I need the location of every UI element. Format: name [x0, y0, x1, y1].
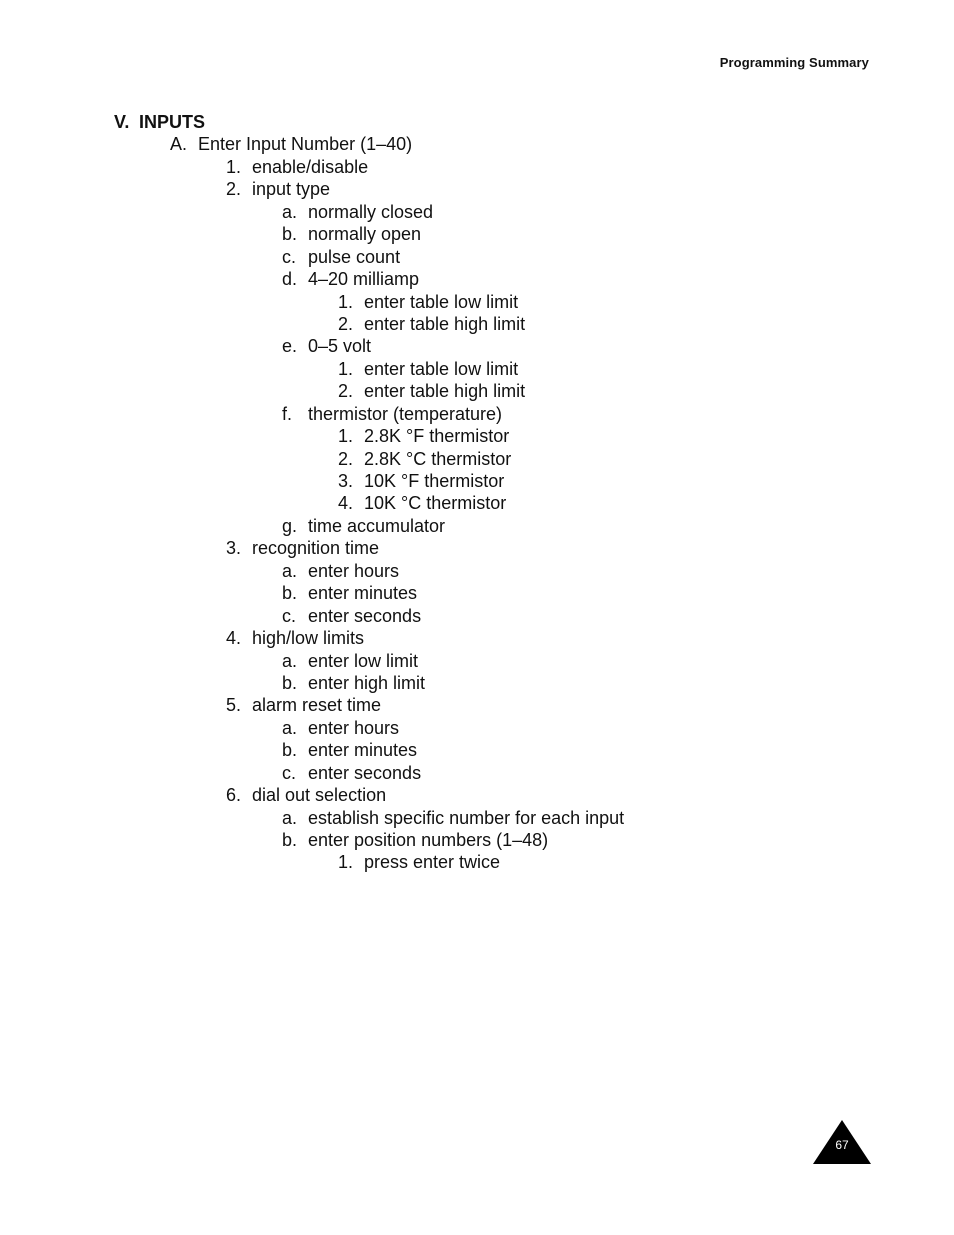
outline-item	[0, 762, 954, 784]
outline-marker: c.	[282, 246, 297, 267]
outline-text: 0–5 volt	[308, 336, 372, 357]
outline-item	[0, 223, 954, 245]
outline-text: enter table low limit	[364, 358, 519, 379]
outline-marker: 2.	[338, 381, 354, 402]
outline-marker: a.	[282, 201, 298, 222]
outline-text: normally open	[308, 224, 422, 245]
outline-item	[0, 380, 954, 402]
outline-marker: 1.	[338, 358, 354, 379]
outline-text: time accumulator	[308, 515, 446, 536]
outline-text: enter table low limit	[364, 291, 519, 312]
outline-item	[0, 537, 954, 559]
outline-item	[0, 291, 954, 313]
outline-item	[0, 627, 954, 649]
outline-text: dial out selection	[252, 785, 387, 806]
outline-text: enter minutes	[308, 583, 418, 604]
outline-marker: c.	[282, 762, 297, 783]
outline-item	[0, 201, 954, 223]
outline-item	[0, 111, 954, 133]
running-header: Programming Summary	[719, 55, 869, 70]
outline-text: enter hours	[308, 717, 400, 738]
outline-marker: b.	[282, 830, 298, 850]
outline-marker: 3.	[338, 471, 354, 491]
outline-marker: c.	[282, 605, 297, 626]
outline-marker: g.	[282, 515, 298, 536]
outline-item	[0, 246, 954, 268]
outline-item	[0, 133, 954, 155]
outline-text: enable/disable	[252, 156, 369, 177]
outline-item	[0, 807, 954, 829]
outline-text: thermistor (temperature)	[308, 403, 503, 424]
outline-item	[0, 560, 954, 582]
outline-item	[0, 739, 954, 761]
page-number: 67	[835, 1138, 849, 1152]
outline-marker: A.	[170, 134, 188, 155]
outline-marker: a.	[282, 560, 298, 581]
outline-marker: 6.	[226, 785, 242, 806]
outline-item	[0, 515, 954, 537]
outline-text: enter high limit	[308, 672, 426, 693]
outline-marker: a.	[282, 717, 298, 738]
outline-text: normally closed	[308, 201, 434, 222]
outline-item	[0, 178, 954, 200]
outline-marker: 1.	[338, 291, 354, 312]
outline-marker: 1.	[338, 426, 354, 447]
outline-item	[0, 717, 954, 739]
outline-text: enter low limit	[308, 650, 419, 671]
outline-item	[0, 403, 954, 425]
outline-item	[0, 672, 954, 694]
outline-text: establish specific number for each input	[308, 807, 625, 828]
page-number-badge	[813, 1120, 871, 1164]
outline-marker: 2.	[338, 313, 354, 334]
outline-marker: b.	[282, 583, 298, 604]
outline-list	[0, 111, 954, 874]
outline-item	[0, 156, 954, 178]
outline-text: INPUTS	[139, 112, 206, 132]
outline-item	[0, 358, 954, 380]
outline-item	[0, 784, 954, 806]
outline-marker: 4.	[226, 628, 242, 649]
outline-text: press enter twice	[364, 852, 501, 873]
outline-text: 10K °F thermistor	[364, 471, 505, 491]
outline-text: high/low limits	[252, 628, 365, 649]
outline-marker: a.	[282, 650, 298, 671]
outline-marker: d.	[282, 269, 298, 290]
outline-item	[0, 335, 954, 357]
outline-item	[0, 605, 954, 627]
outline-text: enter table high limit	[364, 381, 526, 402]
outline-item	[0, 448, 954, 470]
outline-item	[0, 694, 954, 716]
outline-text: 2.8K °C thermistor	[364, 448, 512, 469]
outline-text: enter table high limit	[364, 313, 526, 334]
outline-item	[0, 313, 954, 335]
outline-text: alarm reset time	[252, 695, 382, 716]
outline-marker: 1.	[226, 156, 242, 177]
outline-text: 10K °C thermistor	[364, 493, 507, 514]
outline-item	[0, 425, 954, 447]
outline-marker: 4.	[338, 493, 354, 514]
outline-item	[0, 492, 954, 514]
outline-item	[0, 829, 954, 851]
outline-text: 2.8K °F thermistor	[364, 426, 510, 447]
outline-marker: e.	[282, 336, 298, 357]
outline-item	[0, 851, 954, 873]
outline-marker: a.	[282, 807, 298, 828]
outline-marker: 2.	[226, 179, 242, 200]
outline-text: enter minutes	[308, 740, 418, 761]
outline-marker: 5.	[226, 695, 242, 716]
outline-marker: V.	[114, 112, 130, 132]
outline-marker: b.	[282, 672, 298, 693]
outline-text: enter seconds	[308, 762, 422, 783]
outline-marker: b.	[282, 224, 298, 245]
outline-text: enter seconds	[308, 605, 422, 626]
outline-text: recognition time	[252, 538, 380, 559]
outline-item	[0, 470, 954, 492]
outline-item	[0, 268, 954, 290]
outline-text: pulse count	[308, 246, 401, 267]
outline-marker: f.	[282, 403, 293, 424]
outline-text: enter position numbers (1–48)	[308, 830, 549, 850]
outline-item	[0, 582, 954, 604]
outline-text: input type	[252, 179, 331, 200]
outline-text: enter hours	[308, 560, 400, 581]
outline-marker: 1.	[338, 852, 354, 873]
outline-text: Enter Input Number (1–40)	[198, 134, 413, 155]
outline-marker: b.	[282, 740, 298, 761]
outline-item	[0, 650, 954, 672]
outline-text: 4–20 milliamp	[308, 269, 420, 290]
outline-marker: 3.	[226, 538, 242, 559]
outline-marker: 2.	[338, 448, 354, 469]
